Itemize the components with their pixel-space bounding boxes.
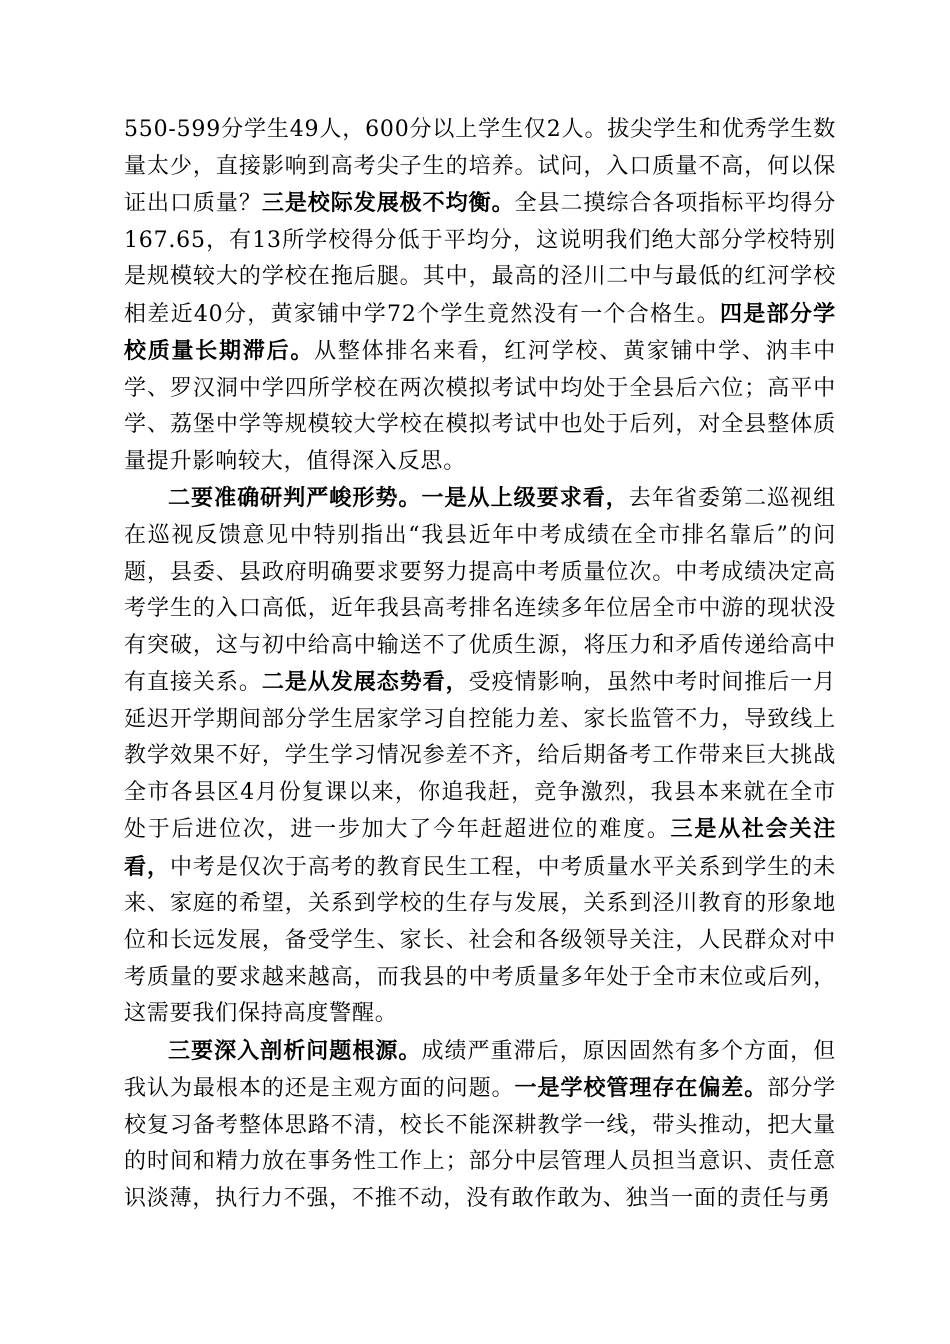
bold-heading-run: 三要深入剖析问题根源。 — [168, 1037, 422, 1064]
bold-heading-run: 一是学校管理存在偏差。 — [514, 1075, 768, 1102]
text-run: 部分学校复习备考整体思路不清，校长不能深耕教学一线，带头推动，把大量的时间和精力放在事务性工作上；部分中层管理人员担当意识、责任意识淡薄，执行力不强，不推不动，没有敢作敢为、独当一面的责任与勇 — [124, 1076, 836, 1211]
document-body — [124, 112, 836, 1217]
bold-heading-run: 三是从社会关注看， — [124, 816, 836, 880]
bold-heading-run: 三是校际发展极不均衡。 — [261, 190, 515, 217]
bold-heading-run: 四是部分学校质量长期滞后。 — [124, 300, 836, 365]
text-run: 全县二摸综合各项指标平均得分167.65，有13所学校得分低于平均分，这说明我们绝大部分学校特别是规模较大的学校在拖后腿。其中，最高的泾川二中与最低的红河学校相差近40分，黄家铺中学72个学生竟然没有一个合格生。 — [124, 191, 836, 327]
text-run: 从整体排名来看，红河学校、黄家铺中学、汭丰中学、罗汉洞中学四所学校在两次模拟考试中均处于全县后六位；高平中学、荔堡中学等规模较大学校在模拟考试中也处于后列，对全县整体质量提升影响较大，值得深入反思。 — [124, 339, 836, 474]
paragraph-3 — [124, 1033, 836, 1218]
paragraph-1 — [124, 112, 836, 480]
bold-heading-run: 二是从发展态势看， — [261, 669, 469, 696]
paragraph-2 — [124, 480, 836, 1032]
text-run: 受疫情影响，虽然中考时间推后一月延迟开学期间部分学生居家学习自控能力差、家长监管不力，导致线上教学效果不好，学生学习情况参差不齐，给后期备考工作带来巨大挑战全市各县区4月份复课以来，你追我赶，竞争激烈，我县本来就在全市处于后进位次，进一步加大了今年赶超进位的难度。 — [124, 670, 836, 843]
bold-heading-run: 二要准确研判严峻形势。一是从上级要求看， — [168, 485, 629, 512]
text-run: 成绩严重滞后，原因固然有多个方面，但我认为最根本的还是主观方面的问题。 — [124, 1038, 836, 1102]
text-run: 550-599分学生49人，600分以上学生仅2人。拔尖学生和优秀学生数量太少，直接影响到高考尖子生的培养。试问，入口质量不高，何以保证出口质量？ — [124, 117, 836, 217]
text-run: 去年省委第二巡视组在巡视反馈意见中特别指出“我县近年中考成绩在全市排名靠后”的问题，县委、县政府明确要求要努力提高中考质量位次。中考成绩决定高考学生的入口高低，近年我县高考排名连续多年位居全市中游的现状没有突破，这与初中给高中输送不了优质生源，将压力和矛盾传递给高中有直接关系。 — [124, 486, 836, 696]
text-run: 中考是仅次于高考的教育民生工程，中考质量水平关系到学生的未来、家庭的希望，关系到学校的生存与发展，关系到泾川教育的形象地位和长远发展，备受学生、家长、社会和各级领导关注，人民群众对中考质量的要求越来越高，而我县的中考质量多年处于全市末位或后列，这需要我们保持高度警醒。 — [124, 854, 836, 1027]
